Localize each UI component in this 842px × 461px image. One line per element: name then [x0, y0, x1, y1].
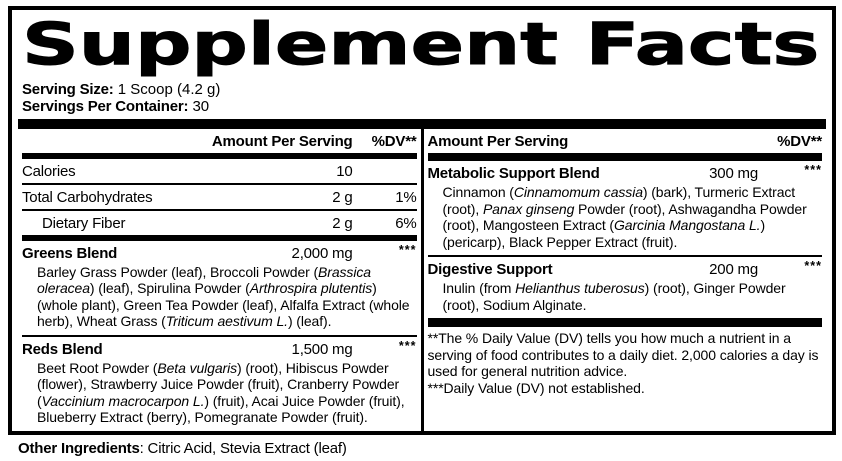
blend-amount: 200 mg: [709, 261, 758, 279]
servings-per-container-label: Servings Per Container:: [22, 98, 189, 116]
footnote-thick-divider: [428, 318, 823, 327]
blend-dv-asterisks: ***: [804, 163, 822, 178]
serving-info: [18, 81, 826, 115]
blend-header: [428, 164, 823, 184]
blend-ingredients: Inulin (from Helianthus tuberosus) (root), Ginger Powder (root), Sodium Alginate.: [442, 280, 786, 313]
blend-name: Metabolic Support Blend: [427, 165, 600, 183]
other-ingredients-label: Other Ingredients: [18, 440, 140, 457]
percent-dv-header: %DV**: [371, 133, 417, 151]
row-name: Total Carbohydrates: [22, 188, 153, 206]
title-wrap: [18, 14, 826, 78]
blend-header: [428, 260, 823, 280]
percent-dv-header: %DV**: [777, 133, 822, 151]
blend-dv-asterisks: ***: [398, 338, 417, 353]
reds-blend-section: [22, 335, 417, 431]
blend-ingredients: Barley Grass Powder (leaf), Broccoli Powder (Brassica oleracea) (leaf), Spirulina Powder (Arthrospira plutentis) (whole plant), Green Tea Powder (leaf), Alfalfa Extract (whole herb), Wheat Grass (Triticum aestivum L.) (leaf).: [37, 263, 410, 330]
top-thick-divider: [18, 119, 826, 129]
table-row-calories: [22, 159, 417, 183]
metabolic-support-blend-section: [428, 161, 823, 255]
dv-not-established-footnote: ***Daily Value (DV) not established.: [427, 379, 645, 396]
blend-header: [22, 340, 417, 360]
greens-blend-section: [22, 241, 417, 335]
row-name: Dietary Fiber: [42, 214, 126, 232]
blend-name: Reds Blend: [22, 340, 103, 358]
left-column-header: [22, 129, 417, 153]
row-dv: 6%: [395, 214, 417, 232]
table-row-dietary-fiber: [22, 209, 417, 235]
blend-ingredients: Beet Root Powder (Beta vulgaris) (root), Hibiscus Powder (flower), Strawberry Juice Powder (fruit), Cranberry Powder (Vaccinium macrocarpon L.) (fruit), Acai Juice Powder (fruit), Blueberry Extract (berry), Pomegranate Powder (fruit).: [37, 359, 405, 426]
blend-dv-asterisks: ***: [804, 259, 822, 274]
daily-value-footnote: **The % Daily Value (DV) tells you how much a nutrient in a serving of food contributes to a daily diet. 2,000 calories a day is used for general nutrition advice.: [427, 330, 819, 380]
row-amount: 10: [336, 162, 353, 180]
blend-header: [22, 244, 417, 264]
row-dv: 1%: [395, 188, 417, 206]
serving-size-label: Serving Size:: [22, 81, 114, 98]
blend-amount: 300 mg: [709, 165, 758, 183]
row-amount: 2 g: [332, 214, 353, 232]
footnotes: [428, 327, 823, 396]
blend-amount: 1,500 mg: [291, 340, 353, 358]
header-thick-divider: [428, 153, 823, 161]
serving-size-value: 1 Scoop (4.2 g): [113, 81, 221, 98]
row-amount: 2 g: [332, 188, 353, 206]
amount-per-serving-header: Amount Per Serving: [427, 133, 569, 151]
supplement-facts-panel: [8, 6, 836, 435]
right-column-header: [428, 129, 823, 153]
other-ingredients-line: [8, 435, 836, 457]
blend-name: Greens Blend: [22, 244, 118, 262]
row-name: Calories: [22, 162, 76, 180]
servings-per-container-value: 30: [188, 98, 210, 116]
table-row-total-carbohydrates: [22, 183, 417, 209]
blend-amount: 2,000 mg: [291, 244, 353, 262]
other-ingredients-value: : Citric Acid, Stevia Extract (leaf): [139, 440, 347, 457]
servings-per-container-line: [22, 98, 826, 115]
serving-size-line: [22, 81, 826, 98]
left-column: [18, 129, 421, 431]
page-title: Supplement Facts: [22, 14, 820, 78]
blend-dv-asterisks: ***: [398, 242, 417, 257]
amount-per-serving-header: Amount Per Serving: [211, 133, 353, 151]
blend-name: Digestive Support: [427, 261, 553, 279]
right-column: [421, 129, 827, 431]
facts-columns: [18, 129, 826, 431]
blend-ingredients: Cinnamon (Cinnamomum cassia) (bark), Turmeric Extract (root), Panax ginseng Powder (root), Ashwagandha Powder (root), Mangosteen Extract (Garcinia Mangostana L.) (pericarp), Black Pepper Extract (fruit).: [442, 184, 807, 250]
digestive-support-section: [428, 255, 823, 318]
